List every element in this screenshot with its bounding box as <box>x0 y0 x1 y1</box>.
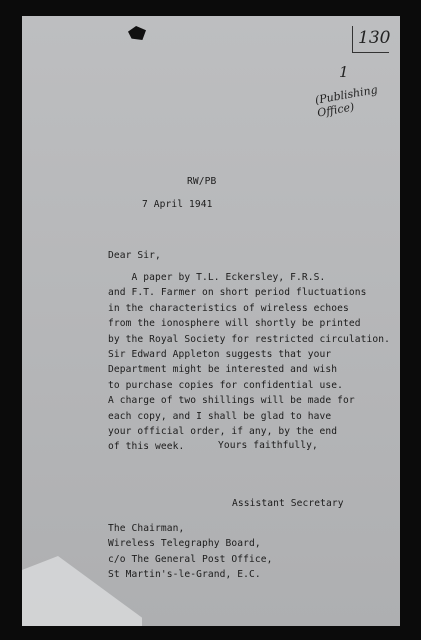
folio-number: 130 <box>358 28 391 48</box>
letter-sheet <box>22 16 400 626</box>
salutation: Dear Sir, <box>108 250 161 261</box>
letter-body <box>108 270 390 455</box>
body-line: A paper by T.L. Eckersley, F.R.S. <box>108 272 326 283</box>
body-line: your official order, if any, by the end <box>108 426 338 438</box>
body-line: Sir Edward Appleton suggests that your <box>108 349 332 361</box>
signature-title: Assistant Secretary <box>232 498 344 509</box>
body-line: of this week. <box>108 441 185 453</box>
body-line: each copy, and I shall be glad to have <box>108 410 332 422</box>
reference-code: RW/PB <box>187 176 217 187</box>
body-line: in the characteristics of wireless echoes <box>108 302 349 314</box>
address-line: St Martin's-le-Grand, E.C. <box>108 569 261 581</box>
body-line: to purchase copies for confidential use. <box>108 379 344 391</box>
body-line: and F.T. Farmer on short period fluctuations <box>108 287 367 299</box>
body-line: A charge of two shillings will be made for <box>108 395 355 407</box>
punch-hole <box>128 26 146 40</box>
handwritten-note: (Publishing Office) <box>314 83 379 120</box>
address-line: The Chairman, <box>108 523 185 534</box>
recipient-address <box>108 521 273 583</box>
handwritten-mark: 1 <box>339 63 349 81</box>
body-line: Department might be interested and wish <box>108 364 338 376</box>
address-line: c/o The General Post Office, <box>108 553 273 565</box>
closing: Yours faithfully, <box>218 440 318 451</box>
letter-date: 7 April 1941 <box>142 199 213 210</box>
body-line: from the ionosphere will shortly be printed <box>108 318 361 330</box>
address-line: Wireless Telegraphy Board, <box>108 538 261 550</box>
body-line: by the Royal Society for restricted circulation. <box>108 333 391 345</box>
